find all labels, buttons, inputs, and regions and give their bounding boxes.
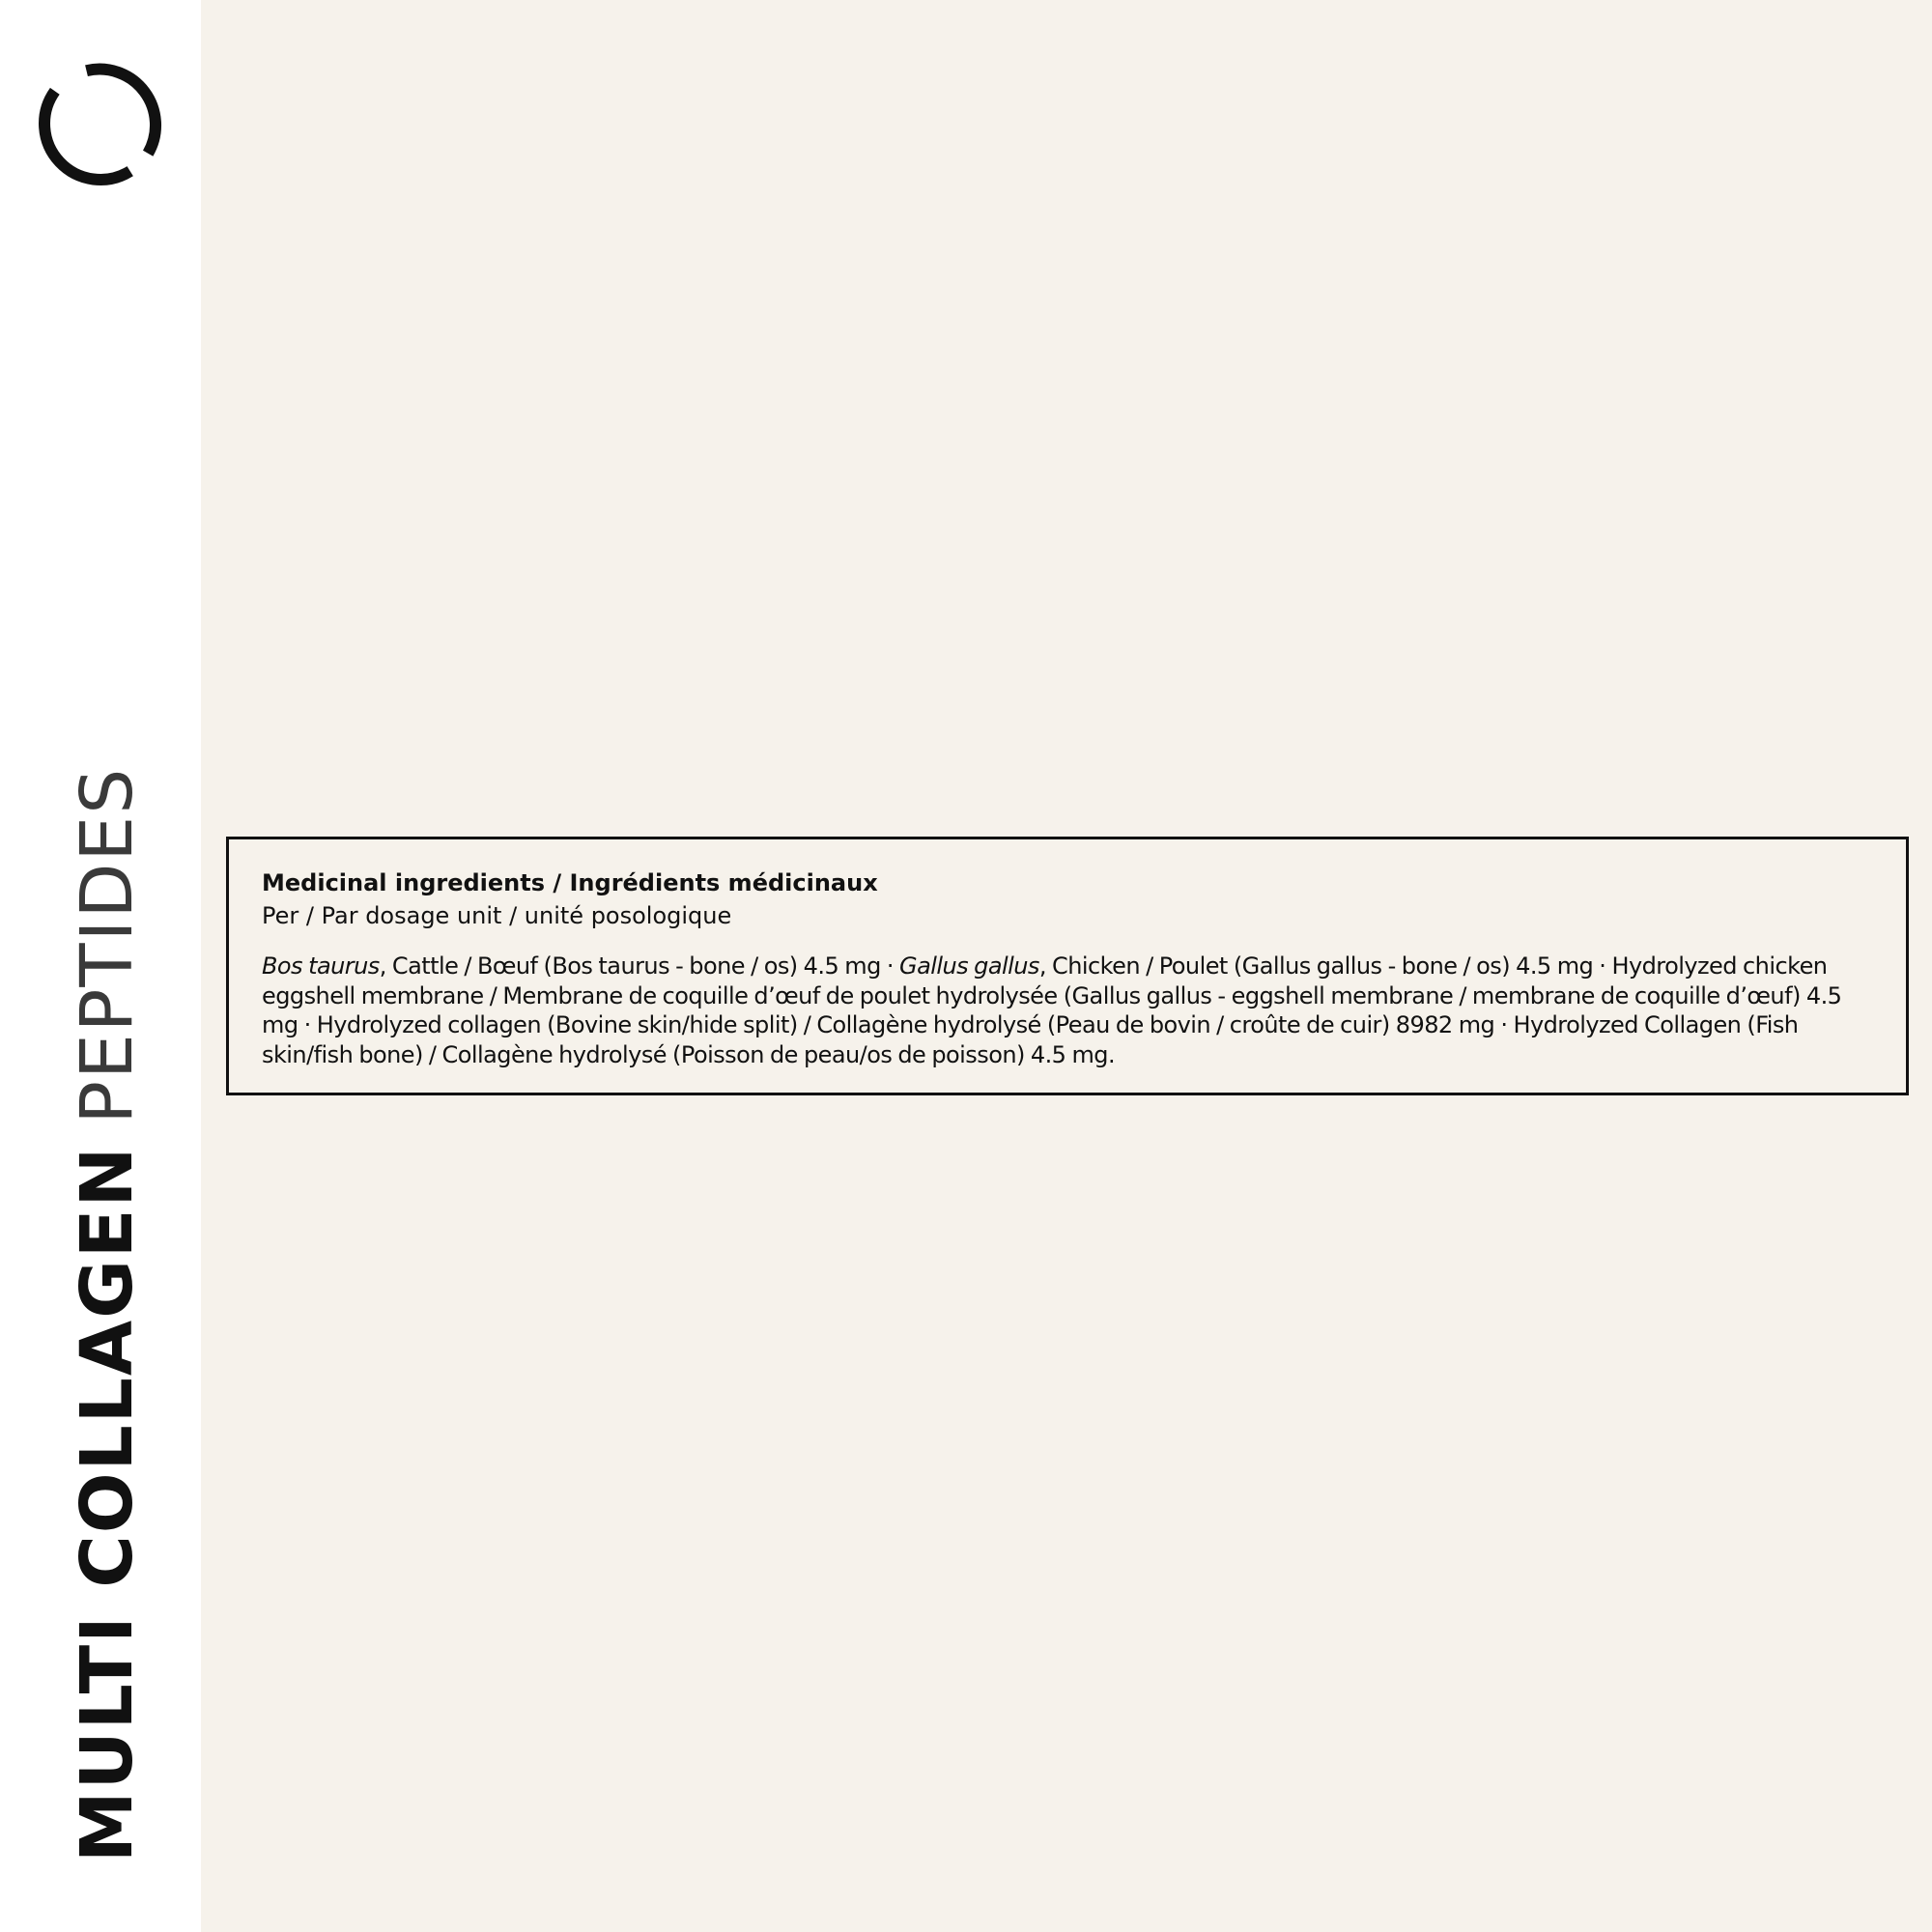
ingredients-heading: Medicinal ingredients / Ingrédients médicinaux [262, 869, 878, 896]
open-circle-logo-icon [39, 62, 164, 187]
ingredient-latin-name: Gallus gallus [899, 952, 1039, 980]
sidebar [0, 0, 201, 1932]
ingredient-latin-name: Bos taurus [262, 952, 380, 980]
ingredient-text: , Chicken / Poulet (Gallus gallus - bone / os) 4.5 mg · Hydrolyzed chicken eggshell membrane / Membrane de coquille d’œuf de poulet hydrolysée (Gallus gallus - eggshell membrane / membrane de coquille d’œuf) 4.5 mg · Hydrolyzed collagen (Bovine skin/hide split) / Collagène hydrolysé (Peau de bovin / croûte de cuir) 8982 mg · Hydrolyzed Collagen (Fish skin/fish bone) / Collagène hydrolysé (Poisson de peau/os de poisson) 4.5 mg. [262, 952, 1842, 1068]
ingredients-subheading: Per / Par dosage unit / unité posologique [262, 902, 732, 929]
product-title-light: PEPTIDES [66, 766, 149, 1124]
product-title-bold: MULTI COLLAGEN [66, 1145, 149, 1862]
ingredients-list [262, 952, 1873, 1069]
ingredient-text: , Cattle / Bœuf (Bos taurus - bone / os) 4.5 mg · [379, 952, 900, 980]
medicinal-ingredients-box [226, 837, 1909, 1095]
product-title [66, 766, 149, 1862]
